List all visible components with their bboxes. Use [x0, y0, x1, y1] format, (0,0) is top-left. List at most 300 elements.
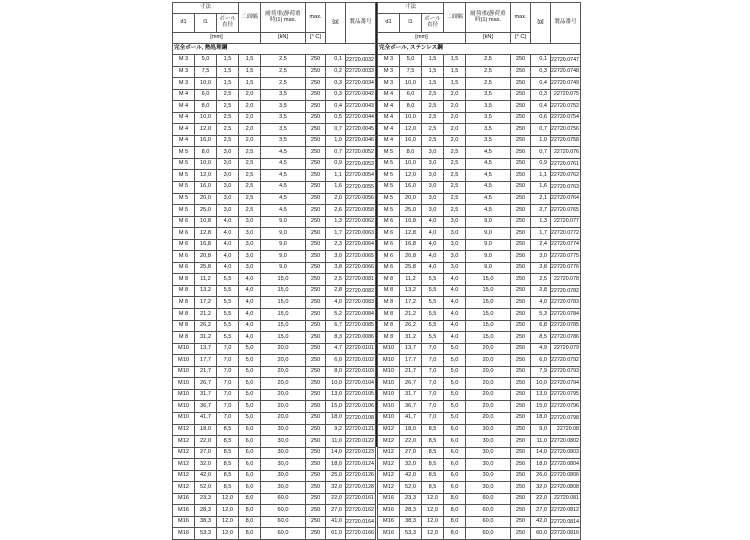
cell-load-capacity: 60,0 [261, 516, 306, 528]
cell-part-number: 22720.0785 [551, 320, 581, 332]
cell-max-temp: 250 [511, 309, 531, 321]
header-max-temp: max. [511, 3, 531, 33]
cell-ball-diameter: 3,0 [422, 158, 444, 170]
cell-thread-d1: M 8 [173, 332, 195, 344]
cell-across-flats: 8,0 [444, 505, 466, 517]
cell-part-number: 22720.0794 [551, 378, 581, 390]
cell-weight: 0,1 [326, 55, 346, 67]
cell-weight: 15,0 [531, 401, 551, 413]
cell-ball-diameter: 7,0 [217, 343, 239, 355]
cell-load-capacity: 9,0 [261, 228, 306, 240]
cell-length-l1: 5,0 [400, 55, 422, 67]
header-weight: [g] [531, 3, 551, 44]
table-row [378, 355, 581, 367]
cell-weight: 1,0 [326, 135, 346, 147]
cell-across-flats: 1,5 [239, 78, 261, 90]
cell-part-number: 22720.0748 [551, 66, 581, 78]
cell-weight: 4,0 [326, 297, 346, 309]
cell-length-l1: 25,8 [400, 262, 422, 274]
cell-across-flats: 4,0 [239, 297, 261, 309]
table-row [173, 274, 376, 286]
cell-weight: 27,0 [531, 505, 551, 517]
cell-part-number: 22720.0033 [346, 66, 376, 78]
table-row [173, 493, 376, 505]
section-title: 完全ボール, ステンレス鋼 [378, 44, 581, 55]
cell-across-flats: 3,0 [444, 239, 466, 251]
cell-load-capacity: 9,0 [466, 216, 511, 228]
table-row [173, 297, 376, 309]
cell-part-number: 22720.0754 [551, 112, 581, 124]
cell-thread-d1: M 8 [378, 297, 400, 309]
cell-load-capacity: 30,0 [466, 459, 511, 471]
cell-max-temp: 250 [511, 505, 531, 517]
cell-across-flats: 2,0 [239, 124, 261, 136]
cell-weight: 0,5 [326, 112, 346, 124]
cell-thread-d1: M 8 [173, 285, 195, 297]
cell-ball-diameter: 5,5 [217, 285, 239, 297]
cell-max-temp: 250 [511, 112, 531, 124]
cell-load-capacity: 20,0 [466, 343, 511, 355]
cell-load-capacity: 20,0 [261, 378, 306, 390]
cell-part-number: 22720.0804 [551, 459, 581, 471]
cell-ball-diameter: 8,5 [217, 470, 239, 482]
cell-length-l1: 7,5 [400, 66, 422, 78]
cell-part-number: 22720.0795 [551, 389, 581, 401]
header-unit-mm: [mm] [173, 33, 261, 44]
header-max-temp: max. [306, 3, 326, 33]
cell-length-l1: 10,8 [195, 216, 217, 228]
cell-across-flats: 2,5 [444, 182, 466, 194]
cell-thread-d1: M 8 [173, 320, 195, 332]
header-unit-temp: [° C] [511, 33, 531, 44]
cell-thread-d1: M16 [378, 528, 400, 540]
cell-ball-diameter: 8,5 [217, 482, 239, 494]
cell-load-capacity: 9,0 [261, 251, 306, 263]
cell-max-temp: 250 [306, 297, 326, 309]
cell-thread-d1: M12 [378, 447, 400, 459]
cell-max-temp: 250 [511, 158, 531, 170]
cell-max-temp: 250 [306, 251, 326, 263]
cell-load-capacity: 4,5 [261, 170, 306, 182]
cell-weight: 11,0 [326, 436, 346, 448]
cell-ball-diameter: 8,5 [422, 459, 444, 471]
cell-weight: 4,0 [531, 297, 551, 309]
cell-ball-diameter: 5,5 [422, 332, 444, 344]
cell-load-capacity: 4,5 [466, 193, 511, 205]
cell-length-l1: 31,7 [195, 389, 217, 401]
header-across-flats: 二面幅 [239, 3, 261, 33]
cell-weight: 9,2 [326, 424, 346, 436]
cell-max-temp: 250 [511, 251, 531, 263]
cell-max-temp: 250 [511, 274, 531, 286]
cell-across-flats: 2,0 [239, 89, 261, 101]
table-row [378, 251, 581, 263]
cell-thread-d1: M 5 [173, 147, 195, 159]
cell-thread-d1: M 6 [173, 251, 195, 263]
cell-part-number: 22720.0756 [551, 124, 581, 136]
cell-across-flats: 2,0 [239, 112, 261, 124]
table-row [378, 216, 581, 228]
cell-length-l1: 8,0 [195, 101, 217, 113]
table-row [173, 251, 376, 263]
cell-thread-d1: M12 [173, 447, 195, 459]
cell-ball-diameter: 4,0 [217, 228, 239, 240]
cell-thread-d1: M 8 [378, 332, 400, 344]
cell-weight: 9,0 [531, 424, 551, 436]
cell-part-number: 22720.0803 [551, 447, 581, 459]
cell-part-number: 22720.077 [551, 216, 581, 228]
cell-ball-diameter: 12,0 [217, 516, 239, 528]
cell-length-l1: 52,0 [400, 482, 422, 494]
cell-across-flats: 3,0 [444, 262, 466, 274]
cell-max-temp: 250 [306, 470, 326, 482]
cell-across-flats: 2,0 [444, 135, 466, 147]
cell-length-l1: 10,8 [400, 216, 422, 228]
cell-weight: 2,8 [531, 285, 551, 297]
cell-across-flats: 3,0 [444, 228, 466, 240]
cell-length-l1: 12,8 [400, 228, 422, 240]
cell-across-flats: 2,0 [239, 101, 261, 113]
cell-ball-diameter: 3,0 [217, 182, 239, 194]
cell-thread-d1: M12 [173, 459, 195, 471]
table-row [173, 459, 376, 471]
cell-load-capacity: 20,0 [261, 412, 306, 424]
cell-thread-d1: M 6 [378, 228, 400, 240]
cell-length-l1: 16,0 [195, 182, 217, 194]
cell-part-number: 22720.0808 [551, 482, 581, 494]
cell-max-temp: 250 [306, 124, 326, 136]
cell-weight: 14,0 [326, 447, 346, 459]
cell-weight: 2,6 [326, 205, 346, 217]
cell-ball-diameter: 8,5 [217, 424, 239, 436]
cell-part-number: 22720.0054 [346, 170, 376, 182]
cell-length-l1: 42,0 [195, 470, 217, 482]
cell-load-capacity: 3,5 [261, 89, 306, 101]
cell-part-number: 22720.0798 [551, 412, 581, 424]
cell-max-temp: 250 [306, 516, 326, 528]
cell-length-l1: 27,0 [195, 447, 217, 459]
cell-weight: 0,3 [326, 78, 346, 90]
cell-max-temp: 250 [306, 66, 326, 78]
cell-weight: 15,0 [326, 401, 346, 413]
table-row [173, 78, 376, 90]
cell-load-capacity: 9,0 [466, 251, 511, 263]
cell-part-number: 22720.075 [551, 89, 581, 101]
cell-thread-d1: M 8 [378, 320, 400, 332]
cell-load-capacity: 2,5 [466, 78, 511, 90]
cell-load-capacity: 20,0 [261, 366, 306, 378]
cell-load-capacity: 30,0 [261, 470, 306, 482]
cell-across-flats: 6,0 [239, 436, 261, 448]
cell-across-flats: 2,5 [444, 147, 466, 159]
cell-part-number: 22720.0084 [346, 309, 376, 321]
cell-weight: 2,8 [326, 285, 346, 297]
cell-weight: 3,0 [326, 251, 346, 263]
cell-weight: 0,4 [531, 101, 551, 113]
cell-load-capacity: 15,0 [261, 274, 306, 286]
cell-length-l1: 26,7 [400, 378, 422, 390]
cell-ball-diameter: 8,5 [422, 424, 444, 436]
steel-ball-table [172, 2, 376, 540]
cell-max-temp: 250 [306, 528, 326, 540]
cell-load-capacity: 60,0 [466, 516, 511, 528]
cell-across-flats: 4,0 [239, 274, 261, 286]
cell-load-capacity: 4,5 [261, 205, 306, 217]
cell-thread-d1: M10 [173, 378, 195, 390]
header-ball-diameter: ボール直径 [422, 14, 444, 33]
cell-length-l1: 53,3 [195, 528, 217, 540]
cell-ball-diameter: 2,5 [217, 135, 239, 147]
cell-max-temp: 250 [511, 285, 531, 297]
cell-length-l1: 13,7 [195, 343, 217, 355]
cell-thread-d1: M 3 [173, 55, 195, 67]
table-row [173, 170, 376, 182]
cell-across-flats: 6,0 [239, 447, 261, 459]
cell-part-number: 22720.0053 [346, 158, 376, 170]
cell-part-number: 22720.0816 [551, 528, 581, 540]
cell-across-flats: 5,0 [239, 343, 261, 355]
cell-ball-diameter: 1,5 [422, 55, 444, 67]
cell-thread-d1: M 4 [378, 124, 400, 136]
cell-across-flats: 6,0 [444, 459, 466, 471]
cell-part-number: 22720.0064 [346, 239, 376, 251]
cell-ball-diameter: 5,5 [217, 332, 239, 344]
cell-across-flats: 5,0 [444, 412, 466, 424]
cell-across-flats: 2,0 [444, 112, 466, 124]
cell-weight: 11,0 [531, 436, 551, 448]
cell-thread-d1: M10 [173, 343, 195, 355]
cell-across-flats: 4,0 [239, 320, 261, 332]
table-row [173, 124, 376, 136]
cell-thread-d1: M 8 [378, 274, 400, 286]
cell-across-flats: 2,5 [239, 170, 261, 182]
cell-across-flats: 2,5 [239, 147, 261, 159]
cell-ball-diameter: 12,0 [217, 528, 239, 540]
cell-across-flats: 5,0 [239, 401, 261, 413]
table-row [378, 135, 581, 147]
cell-load-capacity: 20,0 [466, 378, 511, 390]
cell-part-number: 22720.0063 [346, 228, 376, 240]
cell-part-number: 22720.0162 [346, 505, 376, 517]
cell-load-capacity: 3,5 [261, 112, 306, 124]
cell-part-number: 22720.0128 [346, 482, 376, 494]
cell-length-l1: 10,0 [195, 78, 217, 90]
header-part-number: 製品番号 [346, 3, 376, 44]
cell-across-flats: 5,0 [239, 412, 261, 424]
table-row [173, 239, 376, 251]
cell-weight: 2,5 [326, 274, 346, 286]
cell-length-l1: 17,7 [400, 355, 422, 367]
cell-ball-diameter: 1,5 [422, 78, 444, 90]
cell-load-capacity: 60,0 [466, 493, 511, 505]
cell-part-number: 22720.0792 [551, 355, 581, 367]
cell-thread-d1: M 8 [173, 297, 195, 309]
cell-part-number: 22720.0122 [346, 436, 376, 448]
cell-load-capacity: 30,0 [261, 436, 306, 448]
cell-weight: 6,8 [531, 320, 551, 332]
cell-length-l1: 23,3 [400, 493, 422, 505]
cell-length-l1: 31,2 [195, 332, 217, 344]
cell-length-l1: 18,0 [400, 424, 422, 436]
cell-max-temp: 250 [511, 135, 531, 147]
cell-length-l1: 12,8 [195, 228, 217, 240]
cell-length-l1: 8,0 [400, 147, 422, 159]
cell-across-flats: 2,0 [444, 101, 466, 113]
header-part-number: 製品番号 [551, 3, 581, 44]
cell-thread-d1: M12 [173, 482, 195, 494]
cell-across-flats: 1,5 [444, 66, 466, 78]
cell-part-number: 22720.0044 [346, 112, 376, 124]
cell-load-capacity: 15,0 [466, 309, 511, 321]
cell-across-flats: 2,5 [239, 182, 261, 194]
table-row [173, 147, 376, 159]
cell-across-flats: 2,5 [239, 205, 261, 217]
cell-part-number: 22720.0126 [346, 470, 376, 482]
spec-table [377, 2, 581, 540]
cell-across-flats: 6,0 [239, 424, 261, 436]
cell-ball-diameter: 3,0 [217, 205, 239, 217]
cell-across-flats: 2,0 [444, 124, 466, 136]
cell-ball-diameter: 2,5 [217, 124, 239, 136]
cell-thread-d1: M 4 [173, 101, 195, 113]
cell-load-capacity: 30,0 [261, 459, 306, 471]
cell-weight: 32,0 [531, 482, 551, 494]
cell-part-number: 22720.0752 [551, 101, 581, 113]
table-row [173, 401, 376, 413]
table-row [378, 505, 581, 517]
cell-ball-diameter: 4,0 [422, 239, 444, 251]
stainless-ball-table [377, 2, 581, 540]
cell-load-capacity: 15,0 [261, 332, 306, 344]
cell-part-number: 22720.0046 [346, 135, 376, 147]
cell-length-l1: 28,3 [400, 505, 422, 517]
cell-load-capacity: 15,0 [261, 320, 306, 332]
table-row [378, 147, 581, 159]
cell-part-number: 22720.0056 [346, 193, 376, 205]
cell-thread-d1: M 4 [173, 135, 195, 147]
cell-across-flats: 5,0 [444, 389, 466, 401]
cell-max-temp: 250 [511, 297, 531, 309]
cell-part-number: 22720.0802 [551, 436, 581, 448]
cell-weight: 32,0 [326, 482, 346, 494]
cell-max-temp: 250 [306, 89, 326, 101]
cell-length-l1: 21,7 [195, 366, 217, 378]
cell-max-temp: 250 [306, 285, 326, 297]
cell-weight: 2,1 [531, 193, 551, 205]
header-l1: l1 [195, 14, 217, 33]
cell-load-capacity: 30,0 [261, 424, 306, 436]
cell-max-temp: 250 [306, 401, 326, 413]
cell-max-temp: 250 [306, 274, 326, 286]
cell-length-l1: 12,0 [400, 170, 422, 182]
cell-weight: 0,7 [326, 124, 346, 136]
table-row [173, 366, 376, 378]
cell-part-number: 22720.0806 [551, 470, 581, 482]
cell-weight: 0,4 [326, 101, 346, 113]
cell-load-capacity: 30,0 [466, 470, 511, 482]
cell-weight: 1,3 [531, 216, 551, 228]
cell-load-capacity: 20,0 [466, 401, 511, 413]
cell-across-flats: 4,0 [239, 285, 261, 297]
cell-ball-diameter: 3,0 [217, 158, 239, 170]
cell-across-flats: 3,0 [444, 216, 466, 228]
cell-across-flats: 5,0 [239, 389, 261, 401]
cell-max-temp: 250 [511, 366, 531, 378]
table-row [378, 193, 581, 205]
cell-ball-diameter: 2,5 [422, 89, 444, 101]
cell-max-temp: 250 [306, 459, 326, 471]
cell-ball-diameter: 7,0 [217, 355, 239, 367]
cell-thread-d1: M10 [173, 412, 195, 424]
table-row [173, 343, 376, 355]
cell-thread-d1: M 5 [378, 182, 400, 194]
cell-weight: 18,0 [531, 459, 551, 471]
cell-thread-d1: M12 [173, 424, 195, 436]
cell-max-temp: 250 [306, 193, 326, 205]
cell-load-capacity: 3,5 [261, 124, 306, 136]
cell-part-number: 22720.0124 [346, 459, 376, 471]
cell-across-flats: 8,0 [239, 528, 261, 540]
cell-thread-d1: M16 [173, 528, 195, 540]
cell-part-number: 22720.0784 [551, 309, 581, 321]
cell-length-l1: 26,2 [400, 320, 422, 332]
cell-part-number: 22720.081 [551, 493, 581, 505]
cell-weight: 4,9 [531, 343, 551, 355]
cell-length-l1: 6,0 [400, 89, 422, 101]
cell-weight: 18,0 [326, 459, 346, 471]
cell-weight: 0,2 [326, 66, 346, 78]
cell-ball-diameter: 2,5 [422, 124, 444, 136]
cell-thread-d1: M12 [173, 470, 195, 482]
cell-ball-diameter: 5,5 [422, 274, 444, 286]
cell-across-flats: 3,0 [239, 216, 261, 228]
cell-thread-d1: M12 [378, 470, 400, 482]
cell-thread-d1: M 4 [378, 101, 400, 113]
table-row [378, 436, 581, 448]
cell-max-temp: 250 [511, 216, 531, 228]
cell-ball-diameter: 3,0 [422, 193, 444, 205]
cell-max-temp: 250 [511, 124, 531, 136]
header-unit-mm: [mm] [378, 33, 466, 44]
cell-weight: 25,0 [326, 470, 346, 482]
cell-part-number: 22720.0763 [551, 182, 581, 194]
cell-max-temp: 250 [306, 147, 326, 159]
cell-thread-d1: M 3 [173, 78, 195, 90]
cell-across-flats: 2,5 [444, 205, 466, 217]
cell-across-flats: 5,0 [444, 366, 466, 378]
cell-length-l1: 25,0 [400, 205, 422, 217]
header-load-capacity: 耐荷重(静荷重時)1) max. [466, 3, 511, 33]
cell-load-capacity: 15,0 [261, 309, 306, 321]
table-row [173, 470, 376, 482]
cell-max-temp: 250 [511, 101, 531, 113]
cell-across-flats: 1,5 [444, 78, 466, 90]
cell-thread-d1: M 5 [378, 147, 400, 159]
cell-max-temp: 250 [306, 216, 326, 228]
cell-weight: 3,8 [531, 262, 551, 274]
cell-thread-d1: M10 [173, 366, 195, 378]
cell-ball-diameter: 5,5 [422, 297, 444, 309]
header-weight: [g] [326, 3, 346, 44]
cell-thread-d1: M 8 [173, 309, 195, 321]
cell-part-number: 22720.0793 [551, 366, 581, 378]
cell-length-l1: 23,3 [195, 493, 217, 505]
cell-max-temp: 250 [306, 320, 326, 332]
cell-length-l1: 52,0 [195, 482, 217, 494]
cell-part-number: 22720.0764 [551, 193, 581, 205]
cell-thread-d1: M10 [378, 401, 400, 413]
cell-length-l1: 8,0 [400, 101, 422, 113]
